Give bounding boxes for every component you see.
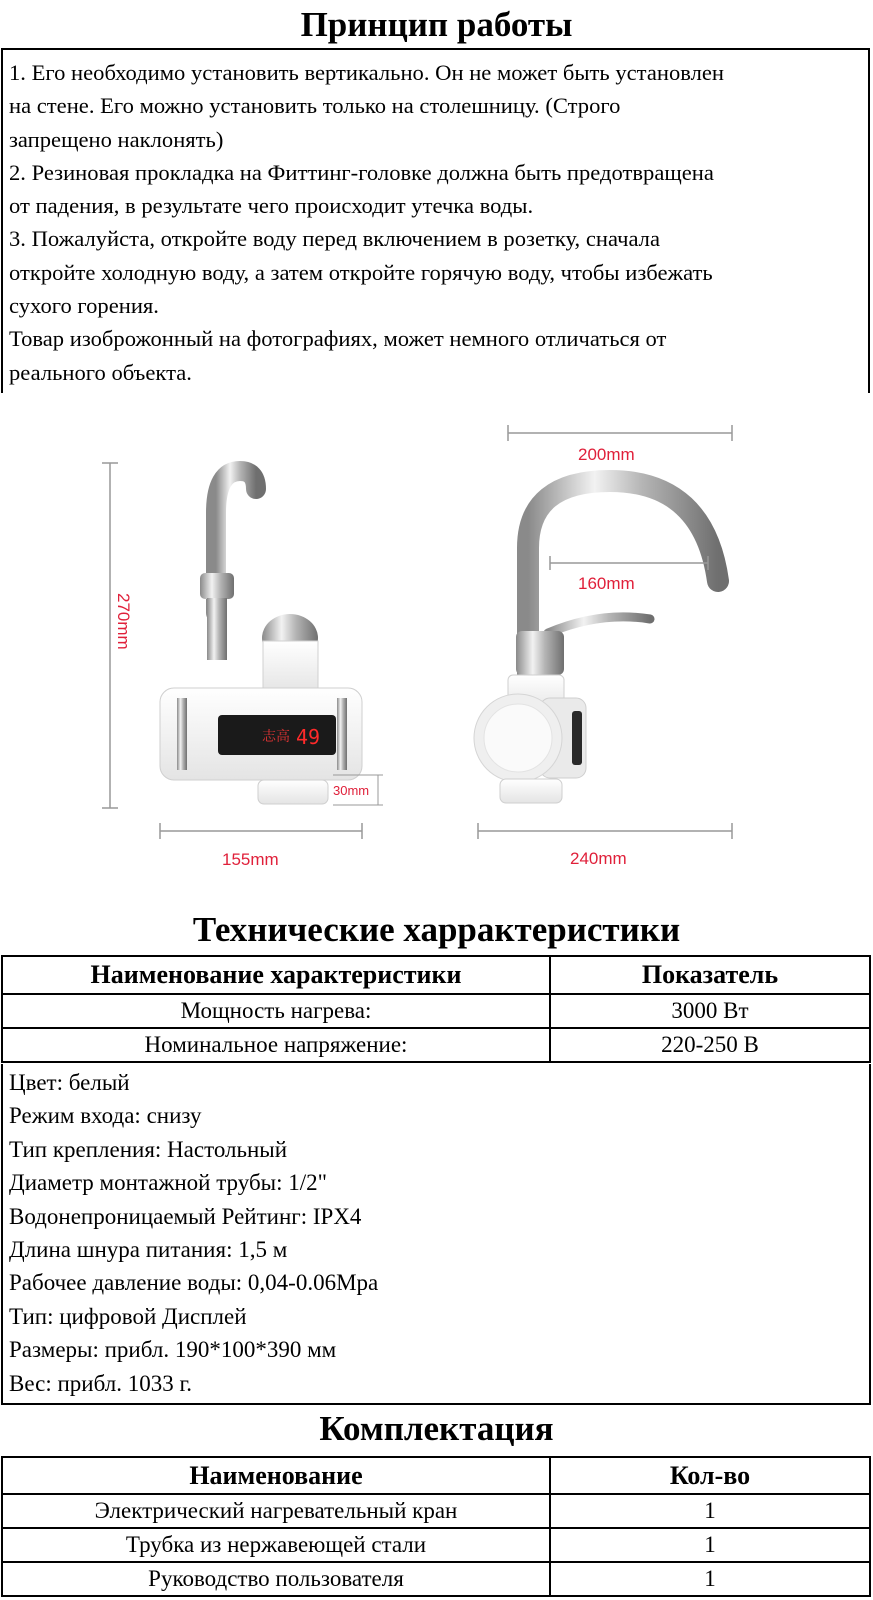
principle-line: Товар изоброжонный на фотографиях, может немного отличаться от <box>9 326 667 352</box>
top-label: 200mm <box>578 445 635 464</box>
dim-spout <box>550 556 708 593</box>
principle-line: сухого горения. <box>9 293 159 319</box>
base-label: 30mm <box>333 783 370 798</box>
kit-cell-qty: 1 <box>550 1528 870 1562</box>
table-row <box>2 1028 870 1062</box>
kit-cell-name: Руководство пользователя <box>2 1562 550 1596</box>
property-line: Рабочее давление воды: 0,04-0.06Mpa <box>9 1270 379 1296</box>
table-row <box>2 1528 870 1562</box>
dim-front-width <box>160 823 362 869</box>
kit-table <box>1 1456 871 1597</box>
property-line: Водонепроницаемый Рейтинг: IPX4 <box>9 1203 362 1229</box>
table-row <box>2 994 870 1028</box>
principle-line: откройте холодную воду, а затем откройте горячую воду, чтобы избежать <box>9 259 713 285</box>
kit-cell-qty: 1 <box>550 1494 870 1528</box>
spec-header-value: Показатель <box>550 956 870 994</box>
spec-cell-name: Мощность нагрева: <box>2 994 550 1028</box>
height-label: 270mm <box>114 593 133 650</box>
property-line: Цвет: белый <box>9 1070 130 1095</box>
principle-line: на стене. Его можно установить только на столешницу. (Строго <box>9 93 621 119</box>
display-brand: 志高 <box>262 729 290 745</box>
property-line: Длина шнура питания: 1,5 м <box>9 1237 288 1263</box>
principle-line: 3. Пожалуйста, откройте воду перед включением в розетку, сначала <box>9 226 660 252</box>
kit-header-row <box>2 1457 870 1494</box>
kit-header-qty: Кол-во <box>550 1457 870 1494</box>
dim-side-width <box>478 823 732 868</box>
kit-title: Комплектация <box>319 1409 554 1448</box>
property-line: Размеры: прибл. 190*100*390 мм <box>9 1337 337 1363</box>
spec-title: Технические харрактеристики <box>192 910 681 949</box>
kit-header-name: Наименование <box>2 1457 550 1494</box>
spec-cell-value: 3000 Вт <box>550 994 870 1028</box>
spec-header-name: Наименование характеристики <box>2 956 550 994</box>
property-line: Вес: прибл. 1033 г. <box>9 1370 193 1396</box>
front-width-label: 155mm <box>222 850 279 869</box>
spec-cell-name: Номинальное напряжение: <box>2 1028 550 1062</box>
principle-title: Принцип работы <box>300 5 573 44</box>
principle-line: реального объекта. <box>9 359 192 385</box>
faucet-dimension-diagram <box>0 393 873 903</box>
principle-line: от падения, в результате чего происходит утечка воды. <box>9 193 534 219</box>
display-readout: 49 <box>296 725 321 749</box>
property-line: Тип: цифровой Дисплей <box>9 1303 247 1329</box>
dim-top <box>508 425 732 464</box>
kit-cell-name: Трубка из нержавеющей стали <box>2 1528 550 1562</box>
principle-line: запрещено наклонять) <box>9 126 224 152</box>
principle-line: 1. Его необходимо установить вертикально. Он не может быть установлен <box>9 60 725 85</box>
spec-table <box>1 955 871 1063</box>
dim-height <box>102 463 133 808</box>
side-width-label: 240mm <box>570 849 627 868</box>
property-line: Тип крепления: Настольный <box>9 1136 288 1162</box>
front-faucet-image <box>160 471 362 804</box>
principle-line: 2. Резиновая прокладка на Фиттинг-головке должна быть предотвращена <box>9 159 714 185</box>
table-row <box>2 1494 870 1528</box>
property-line: Диаметр монтажной трубы: 1/2" <box>9 1170 328 1196</box>
spec-header-row <box>2 956 870 994</box>
kit-cell-name: Электрический нагревательный кран <box>2 1494 550 1528</box>
table-row <box>2 1562 870 1596</box>
spout-label: 160mm <box>578 574 635 593</box>
side-faucet-image <box>474 481 718 803</box>
principle-box <box>1 48 870 393</box>
properties-list <box>1 1064 871 1405</box>
spec-cell-value: 220-250 В <box>550 1028 870 1062</box>
kit-cell-qty: 1 <box>550 1562 870 1596</box>
property-line: Режим входа: снизу <box>9 1103 202 1129</box>
